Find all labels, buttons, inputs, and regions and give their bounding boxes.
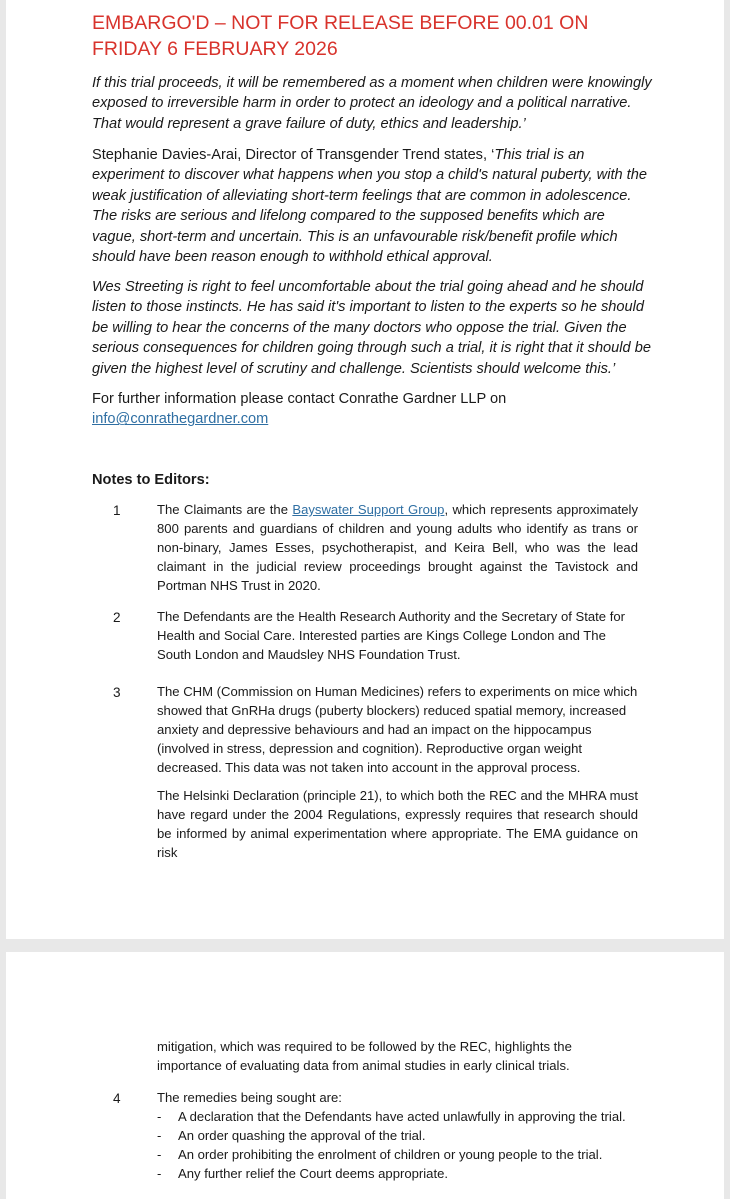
note-text: The Claimants are the — [157, 502, 293, 517]
bullet-dash: - — [157, 1166, 162, 1181]
note-claimants — [157, 501, 638, 596]
stephanie-intro: Stephanie Davies-Arai, Director of Transgender Trend states, ‘ — [92, 147, 495, 163]
note-defendants: The Defendants are the Health Research Authority and the Secretary of State for Health and Social Care. Interested parties are Kings College London and The South London and Maudsley NHS Foundation Trust. — [157, 609, 626, 662]
bayswater-support-group-link[interactable]: Bayswater Support Group — [292, 502, 445, 517]
remedy-item: An order prohibiting the enrolment of children or young people to the trial. — [178, 1147, 603, 1162]
note-remedies-intro: The remedies being sought are: — [157, 1090, 342, 1105]
document-page-1 — [6, 0, 724, 939]
note-helsinki: The Helsinki Declaration (principle 21), to which both the REC and the MHRA must have regard under the 2004 Regulations, expressly requires that research should be informed by animal experimentation where appropriate. The EMA guidance on risk — [157, 788, 638, 860]
bullet-dash: - — [157, 1147, 162, 1162]
stephanie-statement — [92, 145, 652, 267]
remedy-item: An order quashing the approval of the trial. — [178, 1128, 426, 1143]
note-chm: The CHM (Commission on Human Medicines) refers to experiments on mice which showed that GnRHa drugs (puberty blockers) reduced spatial memory, increased anxiety and depressive behaviours and had an impact on the hippocampus (involved in stress, depression and cognition). Reproductive organ weight decreased. This data was not taken into account in the approval process. — [157, 684, 638, 775]
bullet-dash: - — [157, 1109, 162, 1124]
note-number: 4 — [113, 1091, 121, 1106]
stephanie-quote: This trial is an experiment to discover what happens when you stop a child's natural puberty, with the weak justification of alleviating short-term feelings that are common in adolescence. The risks are serious and lifelong compared to the supposed benefits which are vague, short-term and uncertain. This is an unfavourable risk/benefit profile which should have been reason enough to withhold ethical approval. — [92, 147, 647, 266]
quote-conclusion: If this trial proceeds, it will be remembered as a moment when children were knowingly exposed to irreversible harm in order to protect an ideology and a political narrative. That would represent a grave failure of duty, ethics and leadership.’ — [92, 75, 652, 132]
note-number: 1 — [113, 503, 121, 518]
wes-streeting-quote: Wes Streeting is right to feel uncomfortable about the trial going ahead and he should listen to those instincts. He has said it's important to listen to the experts so he should be willing to hear the concerns of the many doctors who oppose the trial. Given the serious consequences for children going through such a trial, it is right that it should be given the highest level of scrutiny and challenge. Scientists should welcome this.’ — [92, 279, 651, 377]
notes-to-editors-title: Notes to Editors: — [92, 472, 210, 488]
contact-info — [92, 389, 652, 430]
note-number: 2 — [113, 610, 121, 625]
embargo-heading: EMBARGO'D – NOT FOR RELEASE BEFORE 00.01 ON FRIDAY 6 FEBRUARY 2026 — [92, 12, 589, 60]
bullet-dash: - — [157, 1128, 162, 1143]
remedy-item: Any further relief the Court deems appropriate. — [178, 1166, 449, 1181]
note-number: 3 — [113, 685, 121, 700]
note-continuation: mitigation, which was required to be followed by the REC, highlights the importance of evaluating data from animal studies in early clinical trials. — [157, 1039, 572, 1073]
contact-email-link[interactable]: info@conrathegardner.com — [92, 411, 269, 428]
note-text: , which represents approximately 800 parents and guardians of children and young adults who identify as trans or non-binary, James Esses, psychotherapist, and Keira Bell, who was the lead claimant in the judicial review proceedings brought against the Tavistock and Portman NHS Trust in 2020. — [157, 502, 639, 593]
document-page-2 — [6, 952, 724, 1199]
remedy-item: A declaration that the Defendants have acted unlawfully in approving the trial. — [178, 1109, 626, 1124]
contact-text: For further information please contact Conrathe Gardner LLP on — [92, 391, 507, 407]
